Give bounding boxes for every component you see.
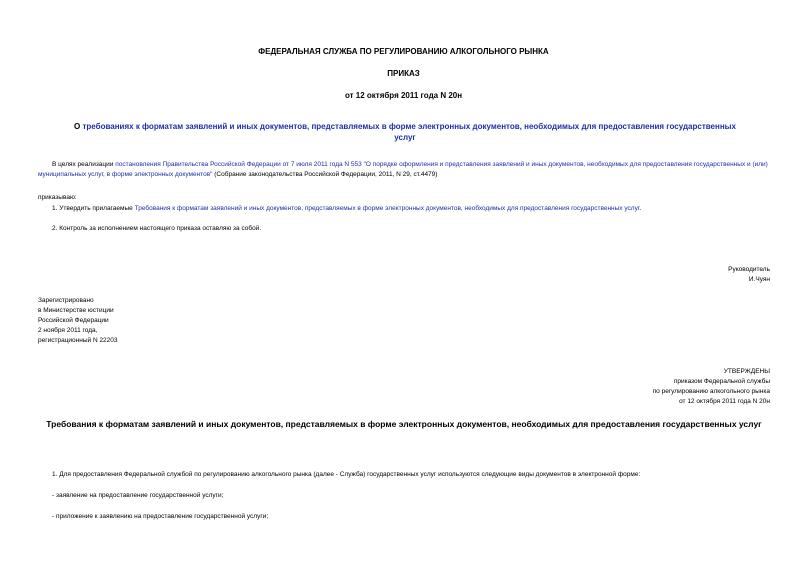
doc-date-heading: от 12 октября 2011 года N 20н [344,91,463,100]
order-item-1-suffix: . [639,205,642,212]
order-item-2: 2. Контроль за исполнением настоящего приказа оставляю за собой. [52,225,262,232]
requirements-title: Требования к форматам заявлений и иных документов, представляемых в форме электронных документов, необходимых для предоставления государственных услуг [46,419,762,429]
registration-line-4: 2 ноября 2011 года, [38,327,98,334]
subject-heading [70,121,740,143]
approved-line-2: приказом Федеральной службы [673,378,770,385]
registration-line-2: в Министерстве юстиции [38,307,114,314]
requirements-paragraph-2: - заявление на предоставление государственной услуги; [52,492,224,499]
order-verb: приказываю: [38,194,77,201]
requirements-paragraph-1: 1. Для предоставления Федеральной службой по регулированию алкогольного рынка (далее - Служба) государственных услуг используются следующие виды документов в электронной форме: [52,471,641,478]
approved-block [510,367,770,407]
agency-heading: ФЕДЕРАЛЬНАЯ СЛУЖБА ПО РЕГУЛИРОВАНИЮ АЛКОГОЛЬНОГО РЫНКА [258,47,549,56]
requirements-paragraph-3: - приложение к заявлению на предоставление государственной услуги; [52,513,269,520]
registration-line-3: Российской Федерации [38,317,109,324]
registration-line-5: регистрационный N 22203 [38,337,118,344]
signature-name: И.Чуян [748,276,770,283]
registration-block [38,296,118,346]
order-item-1-prefix: 1. Утвердить прилагаемые [52,205,135,212]
subject-prefix: О [74,122,83,131]
preamble-paragraph [38,160,770,180]
resolution-link[interactable]: постановления Правительства Российской Федерации от 7 июля 2011 года N 553 "О порядке оформления и представления заявлений и иных документов, необходимых для предоставления государственных и (или) муниципальных услуг, в форме электронных документов" [38,161,768,178]
preamble-intro: В целях реализации [52,161,116,168]
requirements-link[interactable]: Требования к форматам заявлений и иных документов, представляемых в форме электронных документов, необходимых для предоставления государственных услуг [134,205,640,212]
signature-title: Руководитель [728,266,770,273]
preamble-tail: (Собрание законодательства Российской Федерации, 2011, N 29, ст.4479) [212,171,438,178]
order-item-1 [52,204,772,214]
approved-line-1: УТВЕРЖДЕНЫ [723,368,770,375]
approved-line-4: от 12 октября 2011 года N 20н [679,398,770,405]
approved-line-3: по регулированию алкогольного рынка [652,388,770,395]
subject-link[interactable]: требованиях к форматам заявлений и иных документов, представляемых в форме электронных документов, необходимых для предоставления государственных услуг [82,122,736,142]
doc-type-heading: ПРИКАЗ [387,69,420,78]
registration-line-1: Зарегистрировано [38,297,94,304]
